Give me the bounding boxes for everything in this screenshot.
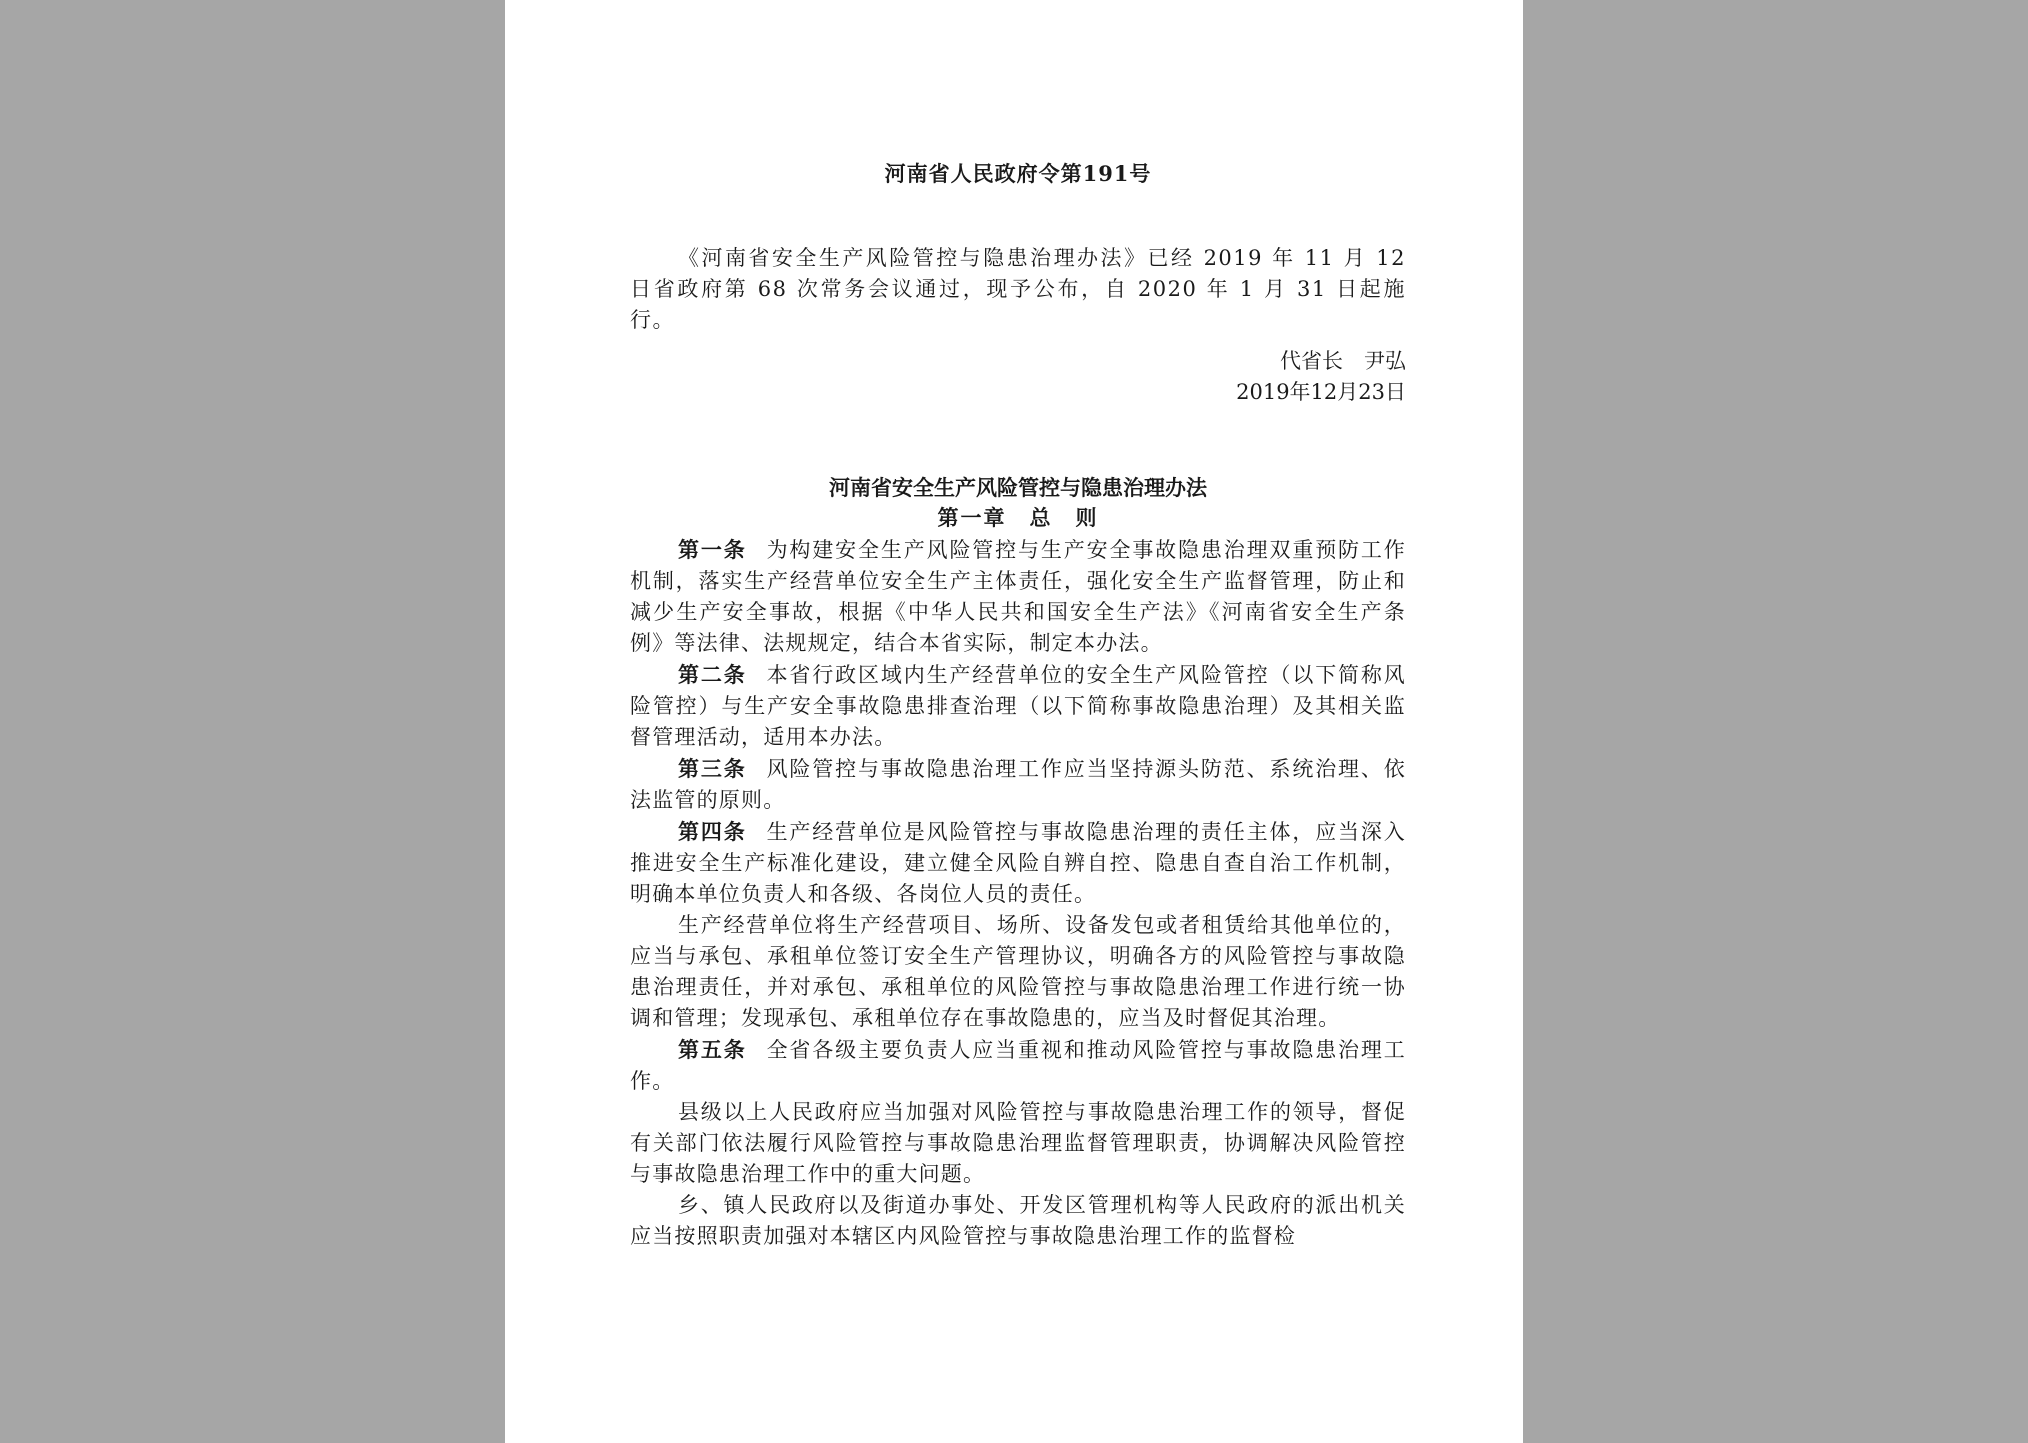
article-paragraph — [630, 659, 1406, 753]
article-text: 生产经营单位将生产经营项目、场所、设备发包或者租赁给其他单位的，应当与承包、承租单位签订安全生产管理协议，明确各方的风险管控与事故隐患治理责任，并对承包、承租单位的风险管控与事故隐患治理工作进行统一协调和管理；发现承包、承租单位存在事故隐患的，应当及时督促其治理。 — [630, 913, 1406, 1030]
order-title: 河南省人民政府令第191号 — [884, 161, 1152, 186]
article-text: 县级以上人民政府应当加强对风险管控与事故隐患治理工作的领导，督促有关部门依法履行风险管控与事故隐患治理监督管理职责，协调解决风险管控与事故隐患治理工作中的重大问题。 — [630, 1100, 1406, 1186]
article-number: 第五条 — [678, 1037, 747, 1062]
signing-date: 2019年12月23日 — [1236, 380, 1406, 404]
article-number: 第四条 — [678, 819, 747, 844]
signer-name: 代省长 尹弘 — [1280, 349, 1406, 373]
article-paragraph — [630, 816, 1406, 910]
article-paragraph — [630, 1034, 1406, 1097]
chapter-title: 第一章 总 则 — [937, 505, 1099, 530]
article-text: 风险管控与事故隐患治理工作应当坚持源头防范、系统治理、依法监管的原则。 — [630, 757, 1406, 812]
article-paragraph — [630, 534, 1406, 659]
article-text: 乡、镇人民政府以及街道办事处、开发区管理机构等人民政府的派出机关应当按照职责加强对本辖区内风险管控与事故隐患治理工作的监督检 — [630, 1193, 1406, 1248]
article-paragraph — [630, 753, 1406, 816]
article-number: 第一条 — [678, 537, 747, 562]
article-text: 生产经营单位是风险管控与事故隐患治理的责任主体，应当深入推进安全生产标准化建设，建立健全风险自辨自控、隐患自查自治工作机制，明确本单位负责人和各级、各岗位人员的责任。 — [630, 820, 1406, 906]
article-number: 第三条 — [678, 756, 747, 781]
article-paragraph — [630, 910, 1406, 1034]
article-text: 本省行政区域内生产经营单位的安全生产风险管控（以下简称风险管控）与生产安全事故隐患排查治理（以下简称事故隐患治理）及其相关监督管理活动，适用本办法。 — [630, 663, 1406, 749]
article-text: 为构建安全生产风险管控与生产安全事故隐患治理双重预防工作机制，落实生产经营单位安全生产主体责任，强化安全生产监督管理，防止和减少生产安全事故，根据《中华人民共和国安全生产法》《河南省安全生产条例》等法律、法规规定，结合本省实际，制定本办法。 — [630, 538, 1406, 655]
article-text: 全省各级主要负责人应当重视和推动风险管控与事故隐患治理工作。 — [630, 1038, 1406, 1093]
article-paragraph — [630, 1190, 1406, 1252]
article-paragraph — [630, 1097, 1406, 1190]
document-page — [505, 0, 1523, 1443]
announcement-paragraph: 《河南省安全生产风险管控与隐患治理办法》已经 2019 年 11 月 12 日省政府第 68 次常务会议通过，现予公布，自 2020 年 1 月 31 日起施行。 — [630, 246, 1406, 332]
signature-block — [1236, 346, 1406, 408]
law-body — [630, 534, 1406, 1252]
article-number: 第二条 — [678, 662, 747, 687]
law-title: 河南省安全生产风险管控与隐患治理办法 — [829, 475, 1207, 500]
